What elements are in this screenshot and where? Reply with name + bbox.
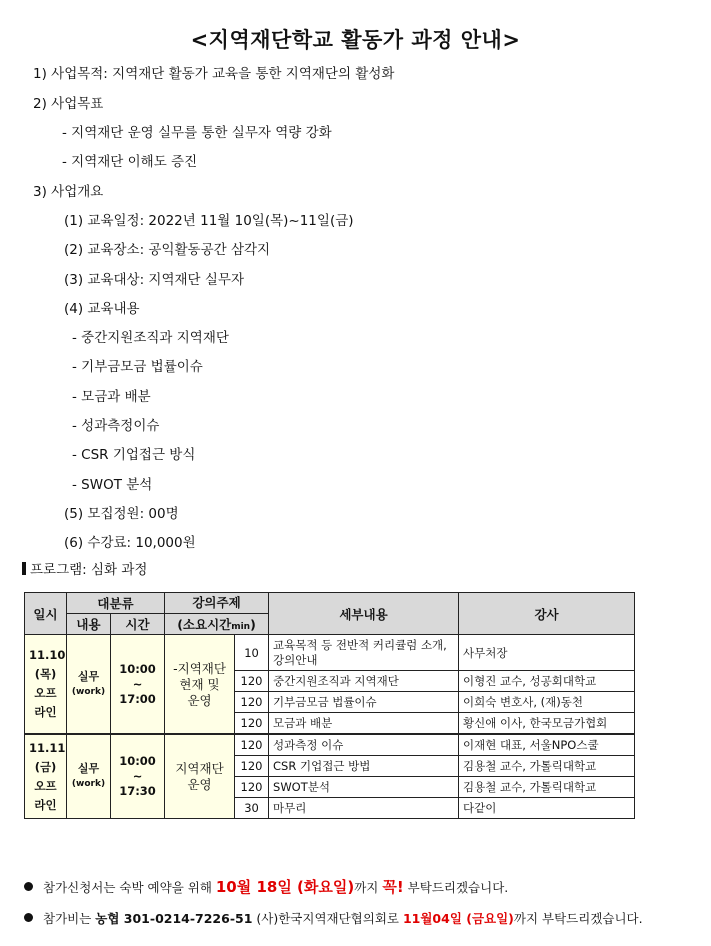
day2-date-line: 오프 xyxy=(34,778,57,793)
day1-topic xyxy=(165,635,235,735)
day2-time-line: ~ xyxy=(132,769,143,783)
bullet-icon xyxy=(24,882,33,891)
day2-time-line: 17:30 xyxy=(119,784,156,798)
day1-type xyxy=(67,635,111,735)
day2-time-line: 10:00 xyxy=(119,754,156,768)
row-lecturer: 김용철 교수, 가톨릭대학교 xyxy=(459,777,635,798)
content-item: - 성과측정이슈 xyxy=(72,418,160,434)
header-topic-paren: (소요시간 xyxy=(177,617,232,632)
row-detail: 성과측정 이슈 xyxy=(269,734,459,756)
header-topic-title: 강의주제 xyxy=(192,595,241,610)
row-detail: 교육목적 등 전반적 커리큘럼 소개, 강의안내 xyxy=(269,635,459,671)
day1-type-sub: (work) xyxy=(71,686,106,697)
day1-time-line: 17:00 xyxy=(119,691,156,706)
day2-topic-line: 지역재단 xyxy=(175,760,224,776)
row-minutes: 120 xyxy=(235,671,269,692)
note-text: 까지 xyxy=(354,880,383,895)
note-deadline: 10월 18일 (화요일) xyxy=(215,878,355,896)
row-minutes: 120 xyxy=(235,756,269,777)
content-heading: (4) 교육내용 xyxy=(64,301,140,317)
note-application xyxy=(24,876,508,897)
day2-date-line: 라인 xyxy=(34,797,57,812)
day2-date-line: 11.11 xyxy=(29,740,66,755)
row-lecturer: 이형진 교수, 성공회대학교 xyxy=(459,671,635,692)
note-text: 부탁드리겠습니다. xyxy=(403,880,509,895)
row-detail: CSR 기업접근 방법 xyxy=(269,756,459,777)
note-text: 참가비는 xyxy=(43,911,96,926)
row-lecturer: 김용철 교수, 가톨릭대학교 xyxy=(459,756,635,777)
day2-type-label: 실무 xyxy=(77,762,100,775)
row-detail: 모금과 배분 xyxy=(269,713,459,735)
row-lecturer: 사무처장 xyxy=(459,635,635,671)
program-heading xyxy=(22,558,147,578)
program-table xyxy=(24,592,635,819)
bullet-icon xyxy=(24,913,33,922)
day2-time xyxy=(111,734,165,819)
overview-heading: 3) 사업개요 xyxy=(33,184,104,200)
row-lecturer: 황신애 이사, 한국모금가협회 xyxy=(459,713,635,735)
header-type: 내용 xyxy=(67,614,111,635)
day2-date xyxy=(25,734,67,819)
program-heading-text: 프로그램: 심화 과정 xyxy=(30,562,148,578)
header-detail: 세부내용 xyxy=(269,593,459,635)
day2-topic-line: 운영 xyxy=(187,776,212,792)
day2-type xyxy=(67,734,111,819)
day1-time-line: 10:00 xyxy=(119,661,156,676)
header-topic-unit: min xyxy=(231,622,251,632)
header-category: 대분류 xyxy=(67,593,165,614)
day1-time xyxy=(111,635,165,735)
row-minutes: 120 xyxy=(235,777,269,798)
row-lecturer: 다같이 xyxy=(459,798,635,819)
content-item: - SWOT 분석 xyxy=(72,477,153,493)
content-item: - 중간지원조직과 지역재단 xyxy=(72,330,229,346)
day2-type-sub: (work) xyxy=(71,779,106,789)
row-detail: 마무리 xyxy=(269,798,459,819)
day1-type-label: 실무 xyxy=(77,669,100,683)
note-text: 참가신청서는 숙박 예약을 위해 xyxy=(43,880,216,895)
day1-date-line: 라인 xyxy=(34,705,57,719)
content-item: - 기부금모금 법률이슈 xyxy=(72,359,203,375)
goal-heading: 2) 사업목표 xyxy=(33,96,104,112)
row-lecturer: 이재현 대표, 서울NPO스쿨 xyxy=(459,734,635,756)
day1-time-line: ~ xyxy=(132,676,143,691)
note-text: (사)한국지역재단협의회로 xyxy=(252,911,403,926)
header-topic-close: ) xyxy=(250,617,256,632)
content-item: - 모금과 배분 xyxy=(72,389,151,405)
day1-date-line: 오프 xyxy=(34,686,57,700)
place-line: (2) 교육장소: 공익활동공간 삼각지 xyxy=(64,242,271,258)
row-detail: 중간지원조직과 지역재단 xyxy=(269,671,459,692)
content-item: - CSR 기업접근 방식 xyxy=(72,447,196,463)
row-detail: SWOT분석 xyxy=(269,777,459,798)
row-detail: 기부금모금 법률이슈 xyxy=(269,692,459,713)
day1-topic-line: 운영 xyxy=(187,693,212,708)
day1-topic-line: -지역재단 xyxy=(173,661,226,676)
note-emphasis: 꼭! xyxy=(382,878,404,896)
row-minutes: 120 xyxy=(235,692,269,713)
fee-line: (6) 수강료: 10,000원 xyxy=(64,535,196,551)
day1-topic-line: 현재 및 xyxy=(179,677,220,692)
header-time: 시간 xyxy=(111,614,165,635)
goal-item: - 지역재단 운영 실무를 통한 실무자 역량 강화 xyxy=(62,125,332,141)
note-text: 까지 부탁드리겠습니다. xyxy=(513,911,643,926)
header-lecturer: 강사 xyxy=(459,593,635,635)
purpose-line: 1) 사업목적: 지역재단 활동가 교육을 통한 지역재단의 활성화 xyxy=(33,66,395,82)
day1-date-line: 11.10 xyxy=(29,648,66,662)
goal-item: - 지역재단 이해도 증진 xyxy=(62,154,198,170)
row-lecturer: 이희숙 변호사, (재)동천 xyxy=(459,692,635,713)
row-minutes: 30 xyxy=(235,798,269,819)
page-title: <지역재단학교 활동가 과정 안내> xyxy=(190,28,521,52)
day2-date-line: (금) xyxy=(34,759,57,774)
row-minutes: 120 xyxy=(235,713,269,735)
day1-date-line: (목) xyxy=(34,667,57,681)
header-topic xyxy=(165,593,269,614)
day2-topic xyxy=(165,734,235,819)
schedule-line: (1) 교육일정: 2022년 11월 10일(목)~11일(금) xyxy=(64,213,354,229)
day1-date xyxy=(25,635,67,735)
note-fee xyxy=(24,909,643,927)
target-line: (3) 교육대상: 지역재단 실무자 xyxy=(64,272,244,288)
row-minutes: 120 xyxy=(235,734,269,756)
section-bar-icon xyxy=(22,562,26,575)
header-date: 일시 xyxy=(25,593,67,635)
note-account: 농협 301-0214-7226-51 xyxy=(95,911,253,926)
row-minutes: 10 xyxy=(235,635,269,671)
note-deadline: 11월04일 (금요일) xyxy=(402,911,514,926)
capacity-line: (5) 모집정원: 00명 xyxy=(64,506,179,522)
header-topic-sub xyxy=(165,614,269,635)
